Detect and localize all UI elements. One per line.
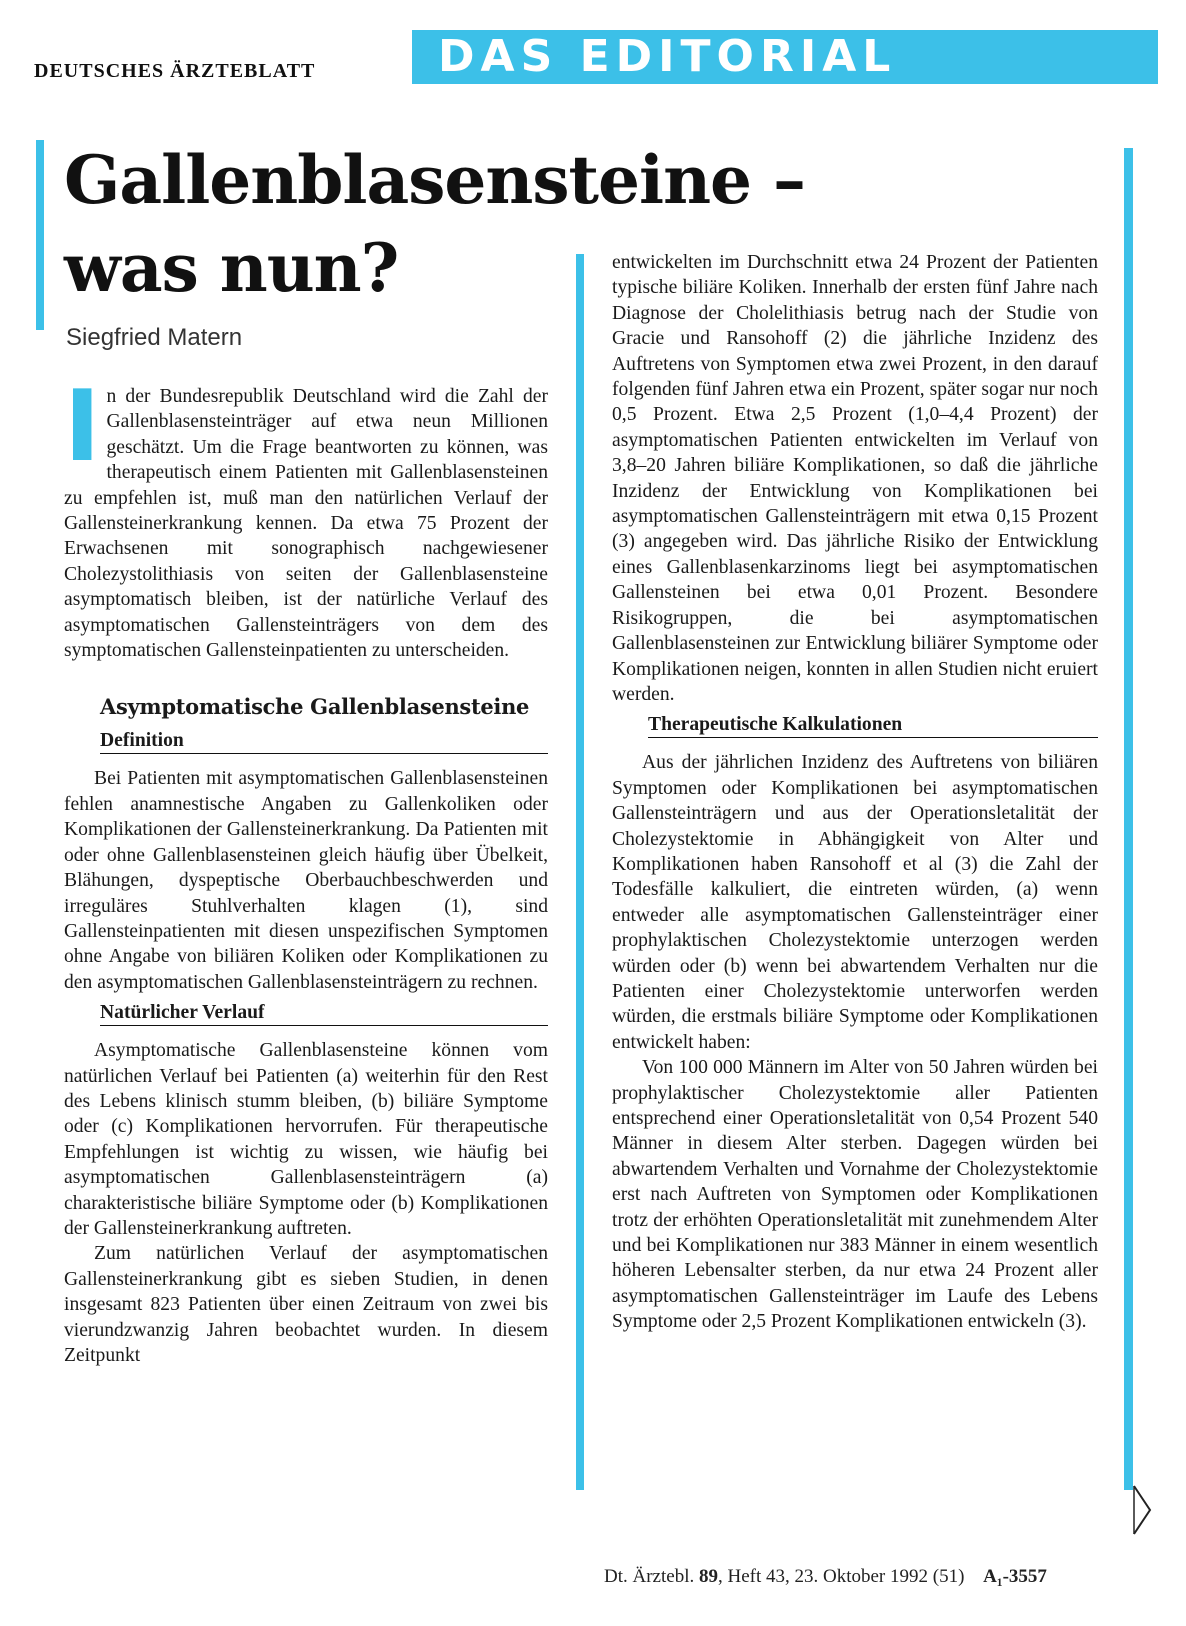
subheading-verlauf-label: Natürlicher Verlauf [100,1002,265,1024]
definition-paragraph: Bei Patienten mit asymptomatischen Gallenblasensteinen fehlen anamnestische Angaben zu Gallenkoliken oder Komplikationen der Gallensteinerkrankung. Da Patienten mit oder ohne Gallenblasensteinen gleich häufig über Übelkeit, Blähungen, dyspeptische Oberbauchbeschwerden und irreguläres Stuhlverhalten klagen (1), sind Gallensteinpatienten mit diesen unspezifischen Symptomen ohne Angabe von biliären Koliken oder Komplikationen zu den asymptomatischen Gallenblasensteinträgern zu rechnen. [64,768,548,993]
right-column [612,250,1098,1335]
subheading-definition [100,729,548,754]
subheading-verlauf [100,1001,548,1026]
subheading-therapie-label: Therapeutische Kalkulationen [648,714,903,736]
right-paragraph-1: entwickelten im Durchschnitt etwa 24 Prozent der Patienten typische biliäre Koliken. Innerhalb der ersten fünf Jahre nach Diagnose der Cholelithiasis betrug nach der Studie von Gracie und Ransohoff (2) die jährliche Inzidenz des Auftretens von Symptomen etwa zwei Prozent, in den darauf folgenden fünf Jahren etwa ein Prozent, später sogar nur noch 0,5 Prozent. Etwa 2,5 Prozent (1,0–4,4 Prozent) der asymptomatischen Patienten entwickelten im Verlauf von 3,8–20 Jahren biliäre Komplikationen, so daß die jährliche Inzidenz der Entwicklung von Komplikationen bei asymptomatischen Gallensteinträgern mit etwa 0,15 Prozent (3) angegeben wird. Das jährliche Risiko der Entwicklung eines Gallenblasenkarzinoms liegt bei asymptomatischen Gallensteinen bei etwa 0,01 Prozent. Besondere Risikogruppen, die bei asymptomatischen Gallenblasensteinen zur Entwicklung biliärer Symptome oder Komplikationen neigen, konnten in allen Studien nicht eruiert werden. [612,252,1098,705]
section-label: DAS EDITORIAL [438,31,897,82]
citation-rest: , Heft 43, 23. Oktober 1992 (51) [717,1566,965,1587]
journal-name: DEUTSCHES ÄRZTEBLATT [34,60,316,82]
verlauf-paragraph-1: Asymptomatische Gallenblasensteine können vom natürlichen Verlauf bei Patienten (a) weiterhin für den Rest des Lebens klinisch stumm bleiben, (b) biliäre Symptome oder (c) Komplikationen hervorrufen. Für therapeutische Empfehlungen ist wichtig zu wissen, wie häufig bei asymptomatischen Gallenblasensteinträgern (a) charakteristische biliäre Symptome oder (b) Komplikationen der Gallensteinerkrankung auftreten. [64,1040,548,1239]
therapie-paragraph-1: Aus der jährlichen Inzidenz des Auftretens von biliären Symptomen oder Komplikationen bei asymptomatischen Gallensteinträgern und aus der Operationsletalität der Cholezystektomie in Abhängigkeit von Alter und Komplikationen haben Ransohoff et al (3) die Zahl der Todesfälle kalkuliert, die eintreten würden, (a) wenn entweder alle asymptomatischen Gallensteinträger einer prophylaktischen Cholezystektomie unterzogen werden würden oder (b) wenn bei abwartendem Verhalten nur die Patienten einer Cholezystektomie unterworfen werden würden, die erstmals biliäre Symptome oder Komplikationen entwickelt haben: [612,752,1098,1053]
left-column [64,370,548,1368]
page-number: A₁-3557 [983,1566,1047,1587]
accent-bar-middle [576,254,584,1490]
continue-arrow-icon [1132,1484,1152,1536]
citation-prefix: Dt. Ärztebl. [604,1566,695,1587]
title-line-1: Gallenblasensteine – [64,141,806,219]
section-banner [412,30,1158,84]
title-line-2: was nun? [64,229,399,307]
therapie-paragraph-2: Von 100 000 Männern im Alter von 50 Jahren würden bei prophylaktischer Cholezystektomie aller Patienten entsprechend einer Operationsletalität von 0,54 Prozent 540 Männer in diesem Alter sterben. Dagegen würden bei abwartendem Verhalten und Vornahme der Cholezystektomie erst nach Auftreten von Symptomen oder Komplikationen trotz der erhöhten Operationsletalität mit zunehmendem Alter und bei Komplikationen nur 383 Männer in einem wesentlich höheren Lebensalter sterben, da nur etwa 24 Prozent aller asymptomatischen Gallensteinträger im Laufe des Lebens Symptome oder 2,5 Prozent Komplikationen entwickeln (3). [612,1057,1098,1333]
drop-cap: I [64,370,101,484]
section-heading: Asymptomatische Gallenblasensteine [100,694,530,720]
subheading-definition-label: Definition [100,730,184,752]
author-name: Siegfried Matern [66,324,243,351]
subheading-therapie [648,713,1098,738]
citation-volume: 89 [698,1566,718,1587]
verlauf-paragraph-2: Zum natürlichen Verlauf der asymptomatischen Gallensteinerkrankung gibt es sieben Studien, in denen insgesamt 823 Patienten über einen Zeitraum von zwei bis vierundzwanzig Jahren beobachtet wurden. In diesem Zeitpunkt [64,1243,548,1366]
accent-bar-right [1124,148,1133,1490]
accent-bar-left [36,140,44,330]
intro-text: n der Bundesrepublik Deutschland wird die Zahl der Gallenblasensteinträger auf etwa neun Millionen geschätzt. Um die Frage beantworten zu können, was therapeutisch einem Patienten mit Gallenblasensteinen zu empfehlen ist, muß man den natürlichen Verlauf der Gallensteinerkrankung kennen. Da etwa 75 Prozent der Erwachsenen mit sonographisch nachgewiesener Cholezystolithiasis von seiten der Gallenblasensteine asymptomatisch bleiben, ist der natürliche Verlauf des asymptomatischen Gallensteinträgers von dem des symptomatischen Gallensteinpatienten zu unterscheiden. [64,386,548,662]
page-footer [604,1566,1047,1588]
intro-paragraph [64,370,548,663]
